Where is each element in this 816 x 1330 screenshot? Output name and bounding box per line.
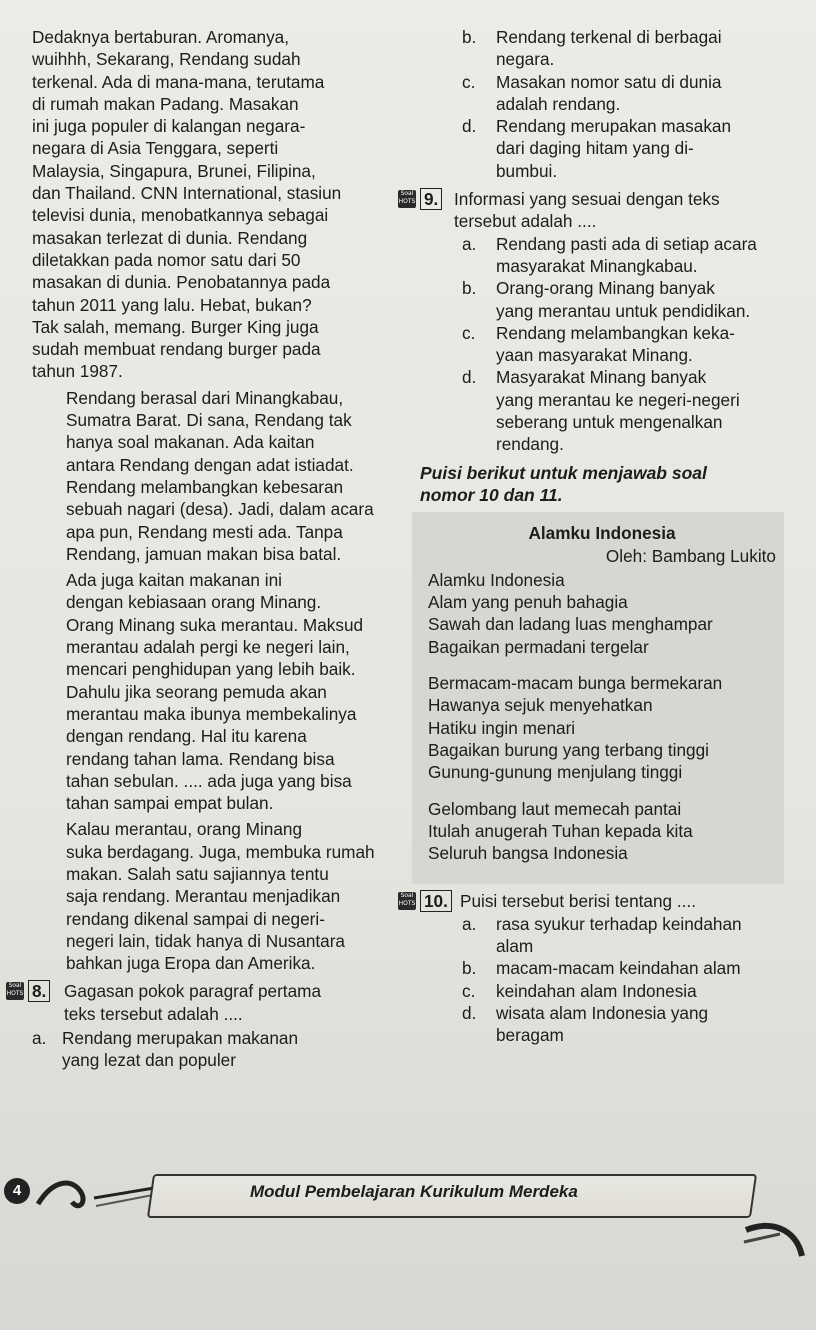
paragraph-line: Orang Minang suka merantau. Maksud bbox=[66, 614, 364, 635]
q8-option-d[interactable] bbox=[420, 115, 790, 182]
option-letter: c. bbox=[462, 980, 476, 1001]
option-text bbox=[496, 233, 790, 278]
paragraph-line: sudah membuat rendang burger pada bbox=[32, 339, 321, 360]
paragraph-line: Malaysia, Singapura, Brunei, Filipina, bbox=[32, 160, 316, 181]
option-letter: a. bbox=[462, 233, 477, 254]
option-text bbox=[496, 957, 790, 979]
hots-badge-icon: Soal HOTS bbox=[398, 892, 416, 910]
paragraph-line: ini juga populer di kalangan negara- bbox=[32, 116, 306, 137]
paragraph-line: Dahulu jika seorang pemuda akan bbox=[66, 681, 327, 702]
option-letter: b. bbox=[462, 27, 477, 47]
poem-line: Gunung-gunung menjulang tinggi bbox=[428, 762, 683, 783]
paragraph-line: diletakkan pada nomor satu dari 50 bbox=[32, 249, 301, 270]
option-line: yang merantau ke negeri-negeri bbox=[496, 389, 740, 410]
question-number: 10. bbox=[420, 890, 452, 912]
option-letter: d. bbox=[462, 1002, 477, 1023]
question-text: Puisi tersebut berisi tentang .... bbox=[460, 891, 696, 912]
option-line: Rendang pasti ada di setiap acara bbox=[496, 233, 757, 254]
option-letter: b. bbox=[462, 278, 477, 299]
poem-line: Bagaikan burung yang terbang tinggi bbox=[428, 739, 709, 760]
paragraph-line: merantau maka ibunya membekalinya bbox=[66, 703, 357, 724]
poem-box bbox=[412, 512, 784, 884]
poem-intro bbox=[420, 462, 790, 507]
poem-line: Seluruh bangsa Indonesia bbox=[428, 843, 628, 864]
question-line: Informasi yang sesuai dengan teks bbox=[454, 189, 720, 210]
option-line: Orang-orang Minang banyak bbox=[496, 278, 715, 299]
paragraph-line: bahkan juga Eropa dan Amerika. bbox=[66, 953, 316, 974]
paragraph-line: terkenal. Ada di mana-mana, terutama bbox=[32, 71, 325, 92]
poem-line: Hatiku ingin menari bbox=[428, 717, 576, 738]
option-text bbox=[496, 115, 790, 182]
question-line: tersebut adalah .... bbox=[454, 211, 597, 232]
paragraph-line: apa pun, Rendang mesti ada. Tanpa bbox=[66, 521, 343, 542]
question-10 bbox=[398, 890, 790, 912]
intro-line: Puisi berikut untuk menjawab soal bbox=[420, 462, 707, 483]
paragraph-line: tahan sebulan. .... ada juga yang bisa bbox=[66, 770, 352, 791]
paragraph-line: suka berdagang. Juga, membuka rumah bbox=[66, 841, 375, 862]
poem-line: Bermacam-macam bunga bermekaran bbox=[428, 673, 723, 694]
right-column bbox=[398, 26, 790, 1046]
option-letter: c. bbox=[462, 322, 476, 343]
q10-option-a[interactable] bbox=[420, 913, 790, 958]
option-line: alam bbox=[496, 935, 534, 956]
q10-option-b[interactable] bbox=[420, 957, 790, 979]
paragraph-line: Rendang, jamuan makan bisa batal. bbox=[66, 543, 342, 564]
option-text bbox=[496, 322, 790, 367]
option-line: Rendang merupakan makanan bbox=[62, 1028, 299, 1049]
poem-stanza bbox=[428, 569, 776, 658]
paragraph-line: sebuah nagari (desa). Jadi, dalam acara bbox=[66, 499, 374, 520]
option-text bbox=[496, 366, 790, 455]
q10-option-c[interactable] bbox=[420, 980, 790, 1002]
swirl-decoration-right-icon bbox=[740, 1220, 810, 1260]
hots-badge-icon: Soal HOTS bbox=[398, 190, 416, 208]
poem-line: Itulah anugerah Tuhan kepada kita bbox=[428, 820, 693, 841]
paragraph-line: Ada juga kaitan makanan ini bbox=[66, 570, 282, 591]
poem-stanzas bbox=[428, 569, 776, 865]
q8-option-c[interactable] bbox=[420, 71, 790, 116]
question-9 bbox=[398, 188, 790, 233]
paragraph-line: wuihhh, Sekarang, Rendang sudah bbox=[32, 49, 301, 70]
option-line: beragam bbox=[496, 1025, 564, 1046]
paragraph-line: hanya soal makanan. Ada kaitan bbox=[66, 432, 315, 453]
paragraph-line: makan. Salah satu sajiannya tentu bbox=[66, 863, 329, 884]
poem-stanza bbox=[428, 672, 776, 783]
poem-stanza bbox=[428, 798, 776, 865]
poem-author: Oleh: Bambang Lukito bbox=[605, 545, 776, 566]
option-line: Masyarakat Minang banyak bbox=[496, 367, 707, 388]
paragraph-line: Tak salah, memang. Burger King juga bbox=[32, 316, 319, 337]
option-line: Masakan nomor satu di dunia bbox=[496, 71, 722, 92]
option-line: yaan masyarakat Minang. bbox=[496, 345, 693, 366]
option-line: wisata alam Indonesia yang bbox=[496, 1002, 709, 1023]
option-letter: a. bbox=[462, 913, 477, 934]
q9-option-c[interactable] bbox=[420, 322, 790, 367]
intro-line: nomor 10 dan 11. bbox=[420, 484, 563, 505]
paragraph-line: tahun 1987. bbox=[32, 361, 123, 382]
paragraph-line: Kalau merantau, orang Minang bbox=[66, 819, 303, 840]
option-text bbox=[496, 277, 790, 322]
poem-line: Hawanya sejuk menyehatkan bbox=[428, 695, 653, 716]
paragraph-line: tahun 2011 yang lalu. Hebat, bukan? bbox=[32, 294, 312, 315]
q9-options bbox=[420, 233, 790, 456]
option-text bbox=[496, 26, 790, 71]
option-letter: b. bbox=[462, 958, 477, 979]
option-text bbox=[496, 980, 790, 1002]
option-line: Rendang terkenal di berbagai bbox=[496, 27, 722, 47]
paragraph-line: dan Thailand. CNN International, stasiun bbox=[32, 183, 342, 204]
option-line: bumbui. bbox=[496, 160, 558, 181]
question-number: 9. bbox=[420, 188, 442, 210]
paragraph-line: Dedaknya bertaburan. Aromanya, bbox=[32, 27, 290, 47]
paragraph-line: rendang dikenal sampai di negeri- bbox=[66, 908, 325, 929]
paragraph-2 bbox=[32, 387, 377, 565]
option-line: keindahan alam Indonesia bbox=[496, 980, 697, 1001]
paragraph-1 bbox=[32, 26, 377, 383]
option-text bbox=[62, 1027, 377, 1072]
paragraph-line: Rendang melambangkan kebesaran bbox=[66, 476, 344, 497]
paragraph-line: dengan kebiasaan orang Minang. bbox=[66, 592, 322, 613]
paragraph-line: masakan di dunia. Penobatannya pada bbox=[32, 272, 331, 293]
question-text bbox=[454, 188, 790, 233]
option-line: rendang. bbox=[496, 434, 564, 455]
option-line: yang merantau untuk pendidikan. bbox=[496, 300, 751, 321]
paragraph-line: televisi dunia, menobatkannya sebagai bbox=[32, 205, 329, 226]
paragraph-line: masakan terlezat di dunia. Rendang bbox=[32, 227, 308, 248]
question-text bbox=[64, 980, 377, 1025]
q8-continued-options bbox=[420, 26, 790, 182]
option-letter: a. bbox=[32, 1028, 47, 1049]
poem-line: Alam yang penuh bahagia bbox=[428, 592, 628, 613]
paragraph-line: di rumah makan Padang. Masakan bbox=[32, 93, 299, 114]
option-line: masyarakat Minangkabau. bbox=[496, 255, 698, 276]
option-line: yang lezat dan populer bbox=[62, 1050, 236, 1071]
paragraph-line: negara di Asia Tenggara, seperti bbox=[32, 138, 279, 159]
option-line: adalah rendang. bbox=[496, 93, 621, 114]
q9-option-b[interactable] bbox=[420, 277, 790, 322]
poem-line: Bagaikan permadani tergelar bbox=[428, 636, 649, 657]
swirl-decoration-icon bbox=[34, 1174, 164, 1214]
poem-line: Sawah dan ladang luas menghampar bbox=[428, 614, 713, 635]
option-letter: c. bbox=[462, 71, 476, 92]
option-line: macam-macam keindahan alam bbox=[496, 958, 741, 979]
question-number: 8. bbox=[28, 980, 50, 1002]
hots-badge-icon: Soal HOTS bbox=[6, 982, 24, 1000]
paragraph-line: merantau adalah pergi ke negeri lain, bbox=[66, 637, 350, 658]
footer-title: Modul Pembelajaran Kurikulum Merdeka bbox=[250, 1182, 578, 1201]
paragraph-line: negeri lain, tidak hanya di Nusantara bbox=[66, 930, 345, 951]
paragraph-3 bbox=[32, 569, 377, 814]
option-letter: d. bbox=[462, 116, 477, 137]
poem-line: Alamku Indonesia bbox=[428, 569, 565, 590]
q10-options bbox=[420, 913, 790, 1047]
question-line: teks tersebut adalah .... bbox=[64, 1003, 243, 1024]
q9-option-a[interactable] bbox=[420, 233, 790, 278]
q8-option-a[interactable] bbox=[32, 1027, 377, 1072]
option-letter: d. bbox=[462, 367, 477, 388]
paragraph-line: Sumatra Barat. Di sana, Rendang tak bbox=[66, 410, 352, 431]
q8-option-b[interactable] bbox=[420, 26, 790, 71]
paragraph-line: tahan sampai empat bulan. bbox=[66, 793, 274, 814]
option-text bbox=[496, 913, 790, 958]
option-line: seberang untuk mengenalkan bbox=[496, 412, 723, 433]
option-line: negara. bbox=[496, 49, 555, 70]
paragraph-line: Rendang berasal dari Minangkabau, bbox=[66, 387, 344, 408]
question-8 bbox=[6, 980, 377, 1025]
paragraph-line: rendang tahan lama. Rendang bisa bbox=[66, 748, 335, 769]
paragraph-4 bbox=[32, 818, 377, 974]
paragraph-line: saja rendang. Merantau menjadikan bbox=[66, 886, 341, 907]
left-column bbox=[6, 26, 377, 1072]
q10-option-d[interactable] bbox=[420, 1002, 790, 1047]
option-line: Rendang melambangkan keka- bbox=[496, 322, 735, 343]
paragraph-line: dengan rendang. Hal itu karena bbox=[66, 726, 307, 747]
option-line: dari daging hitam yang di- bbox=[496, 138, 694, 159]
option-text bbox=[496, 1002, 790, 1047]
poem-title: Alamku Indonesia bbox=[528, 523, 676, 544]
q9-option-d[interactable] bbox=[420, 366, 790, 455]
poem-line: Gelombang laut memecah pantai bbox=[428, 798, 682, 819]
paragraph-line: antara Rendang dengan adat istiadat. bbox=[66, 454, 354, 475]
page-number: 4 bbox=[4, 1178, 30, 1204]
paragraph-line: mencari penghidupan yang lebih baik. bbox=[66, 659, 356, 680]
option-text bbox=[496, 71, 790, 116]
question-line: Gagasan pokok paragraf pertama bbox=[64, 981, 322, 1002]
option-line: rasa syukur terhadap keindahan bbox=[496, 913, 742, 934]
footer bbox=[0, 1170, 816, 1260]
option-line: Rendang merupakan masakan bbox=[496, 116, 732, 137]
